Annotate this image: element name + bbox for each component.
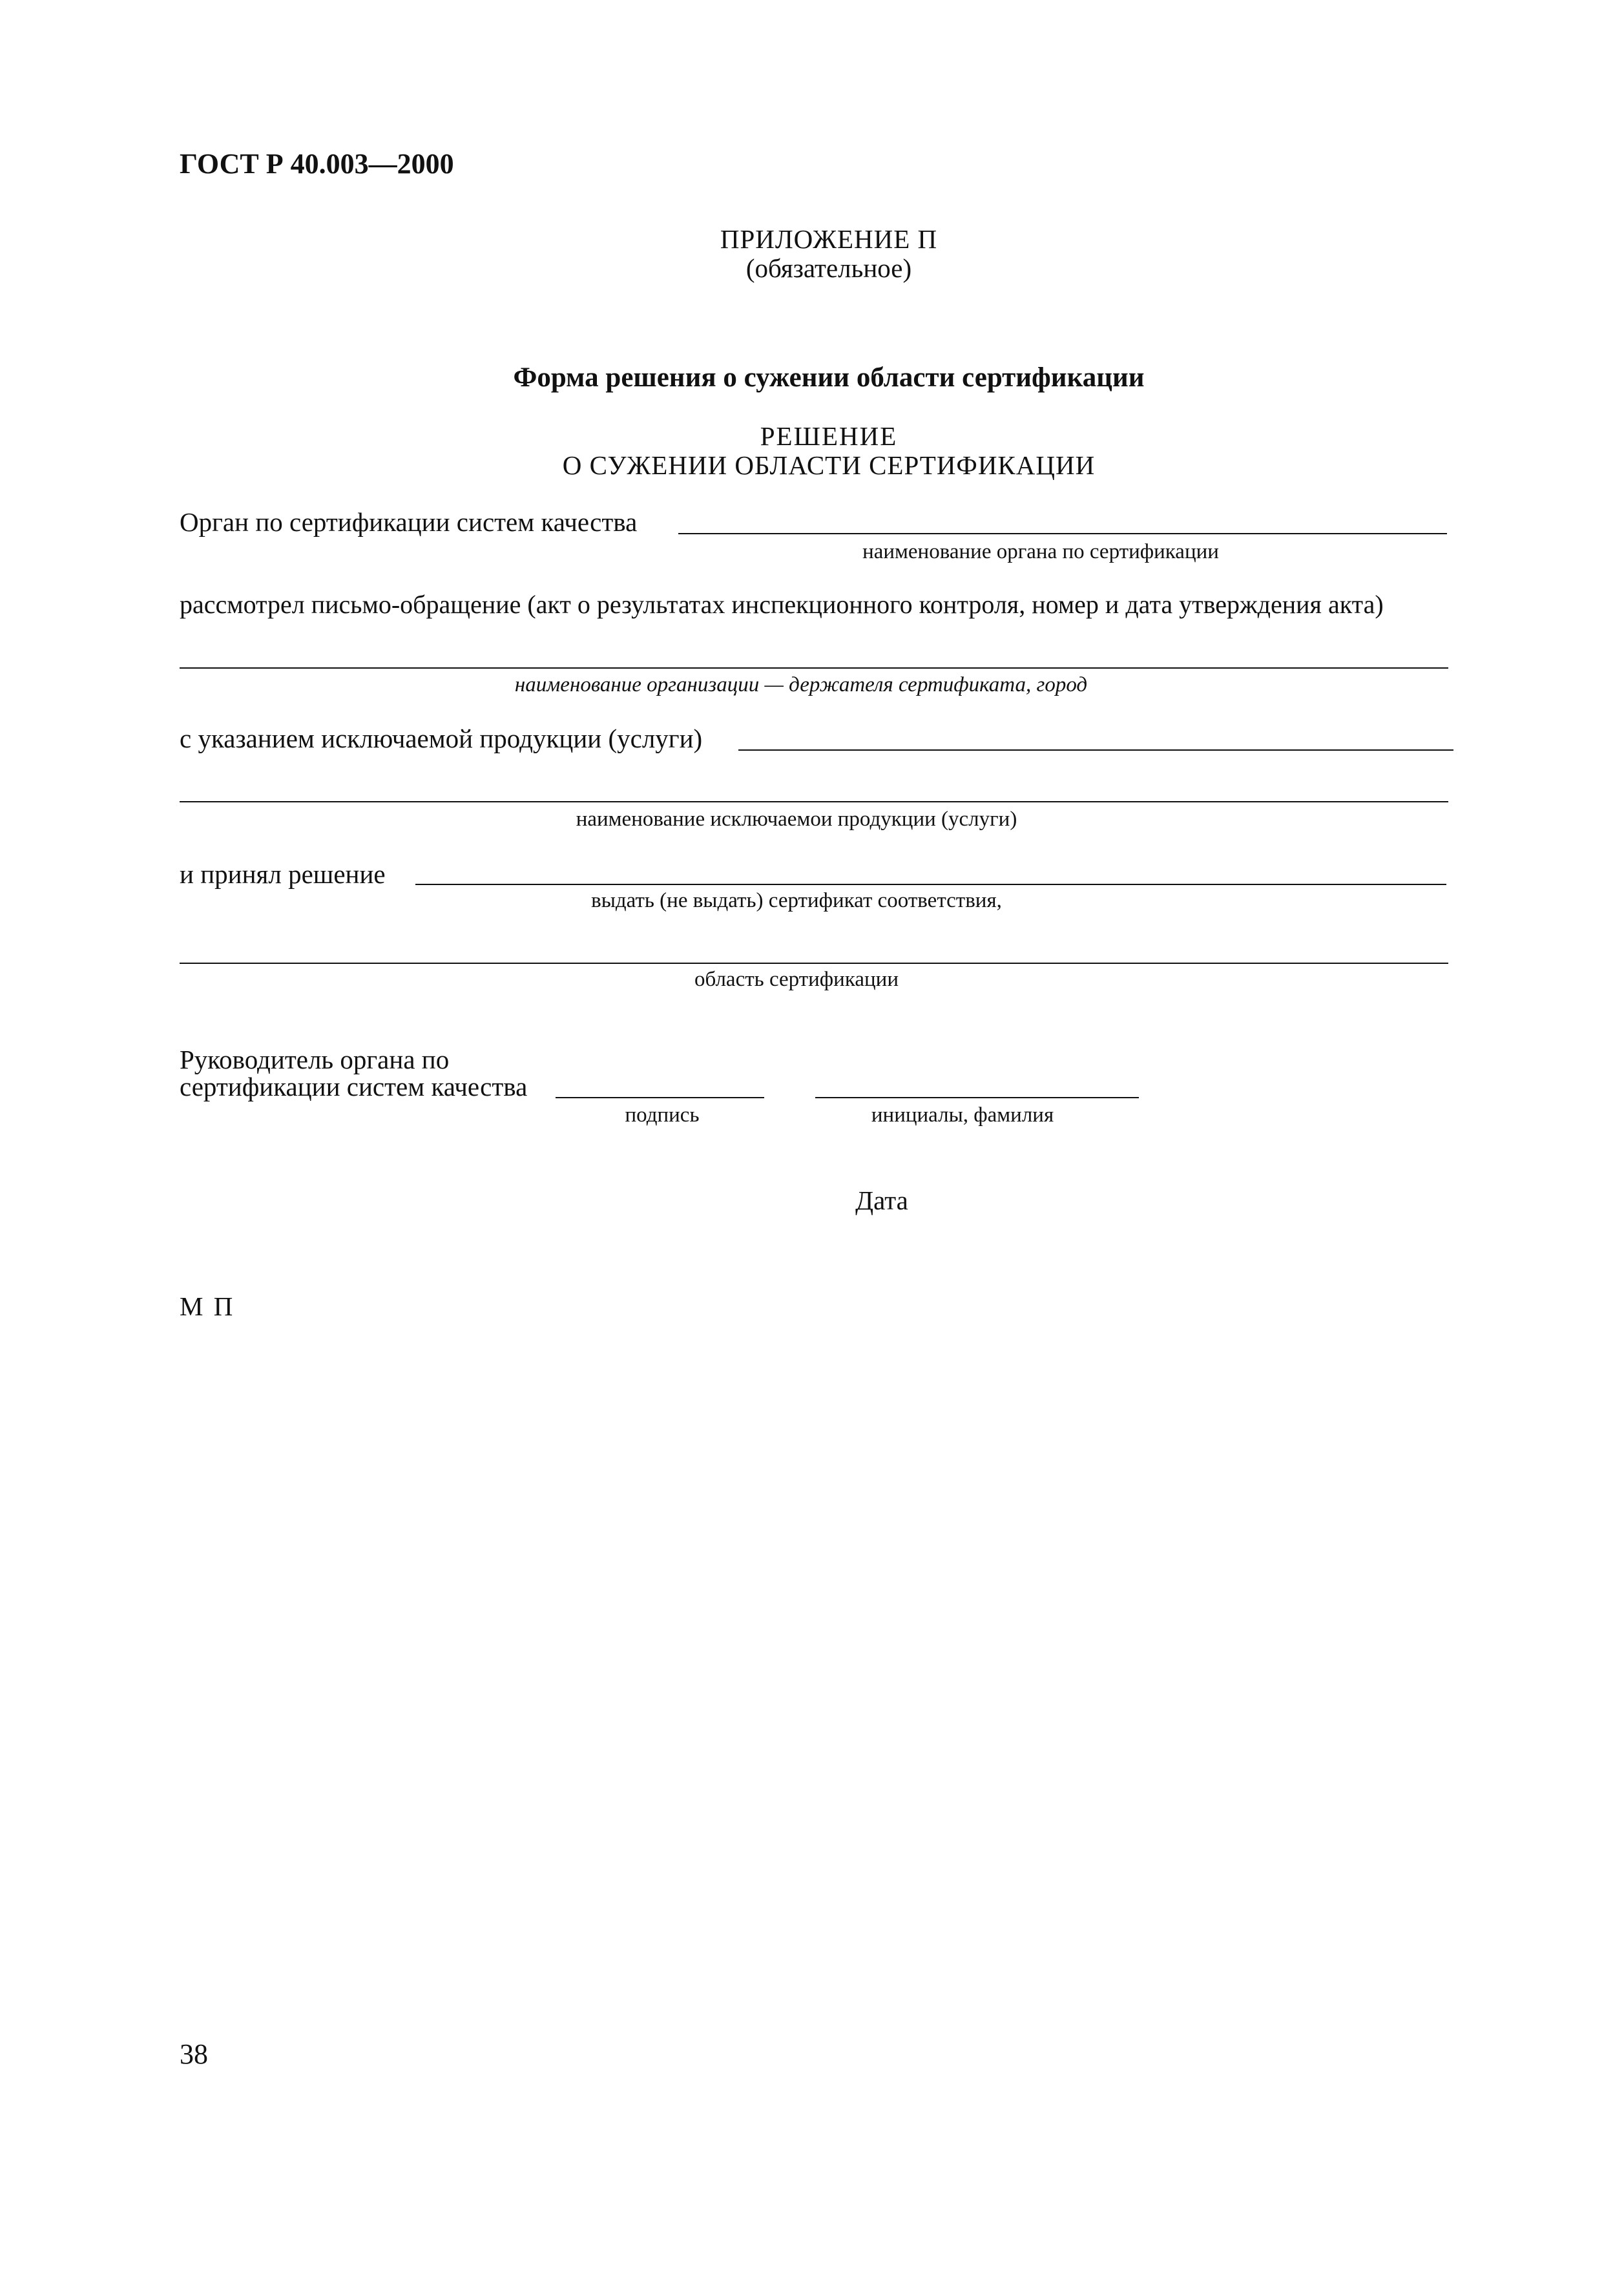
signature-field-line[interactable] (556, 1097, 764, 1098)
appendix-title: ПРИЛОЖЕНИЕ П (720, 224, 938, 254)
excluded-products-field-line-2[interactable] (180, 801, 1448, 802)
excluded-products-field-line-1[interactable] (738, 749, 1453, 751)
page-number: 38 (180, 2038, 208, 2070)
scope-caption: область сертификации (694, 968, 899, 991)
decision-heading-line2: О СУЖЕНИИ ОБЛАСТИ СЕРТИФИКАЦИИ (562, 450, 1096, 480)
head-label-line1: Руководитель органа по (180, 1045, 450, 1074)
name-field-line[interactable] (815, 1097, 1139, 1098)
decision-field-line[interactable] (415, 884, 1446, 885)
review-text: рассмотрел письмо-обращение (акт о результатах инспекционного контроля, номер и дата утверждения акта) (180, 590, 1384, 619)
certification-body-caption: наименование органа по сертификации (862, 540, 1219, 563)
excluded-products-label: с указанием исключаемой продукции (услуги) (180, 724, 703, 753)
appendix-status: (обязательное) (745, 253, 912, 283)
scope-field-line[interactable] (180, 963, 1448, 964)
date-label: Дата (855, 1185, 908, 1215)
seal-label: М П (180, 1291, 235, 1321)
organization-field-line[interactable] (180, 667, 1448, 669)
decision-heading-line1: РЕШЕНИЕ (760, 421, 898, 451)
form-title: Форма решения о сужении области сертификации (513, 362, 1145, 393)
name-caption: инициалы, фамилия (871, 1103, 1054, 1127)
decision-label: и принял решение (180, 859, 386, 889)
head-label-line2: сертификации систем качества (180, 1072, 528, 1101)
certification-body-field-line[interactable] (678, 533, 1447, 534)
signature-caption: подпись (625, 1103, 700, 1127)
certification-body-label: Орган по сертификации систем качества (180, 507, 638, 537)
organization-caption: наименование организации — держателя сертификата, город (514, 673, 1088, 696)
decision-caption: выдать (не выдать) сертификат соответствия, (591, 889, 1002, 912)
standard-code: ГОСТ Р 40.003—2000 (180, 148, 454, 180)
excluded-products-caption: наименование исключаемои продукции (услуги) (576, 808, 1017, 831)
